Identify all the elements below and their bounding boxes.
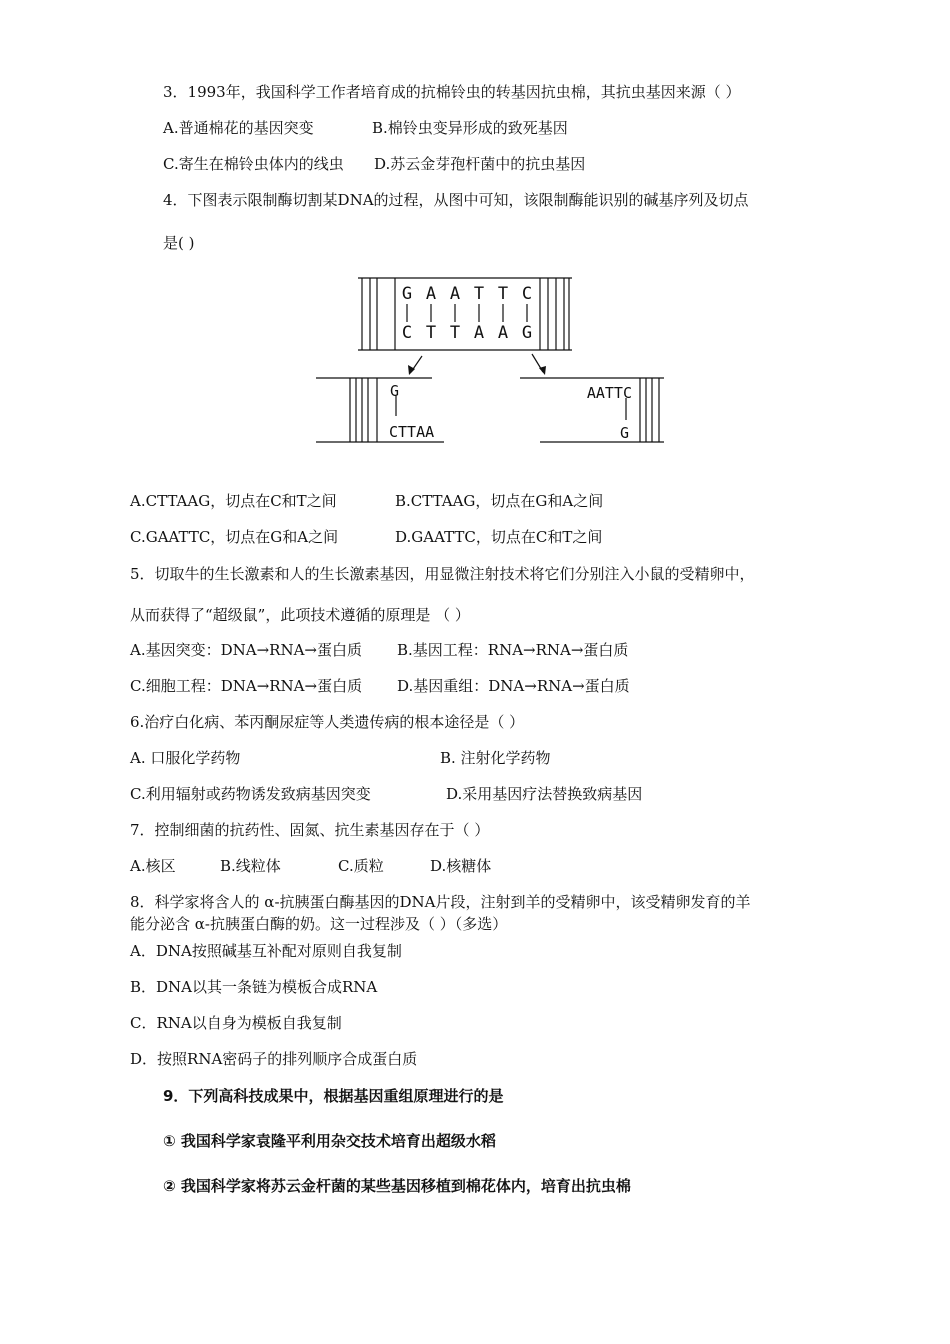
bottom-strand-base: A — [497, 323, 509, 343]
q5-option-a: A.基因突变：DNA→RNA→蛋白质 — [130, 641, 362, 659]
q7-stem: 7．控制细菌的抗药性、固氮、抗生素基因存在于（ ） — [130, 821, 490, 839]
bottom-strand-base: T — [425, 323, 437, 343]
q7-option-d: D.核糖体 — [430, 857, 492, 875]
q7-option-a: A.核区 — [130, 857, 176, 875]
bottom-strand-base: A — [473, 323, 485, 343]
q4-option-d: D.GAATTC，切点在C和T之间 — [395, 528, 603, 546]
bottom-strand-base: T — [449, 323, 461, 343]
q7-option-c: C.质粒 — [338, 857, 384, 875]
q5-option-d: D.基因重组：DNA→RNA→蛋白质 — [397, 677, 630, 695]
restriction-enzyme-diagram — [310, 272, 670, 452]
q9-item-2: ② 我国科学家将苏云金杆菌的某些基因移植到棉花体内，培育出抗虫棉 — [163, 1177, 631, 1195]
left-fragment-bottom: CTTAA — [389, 423, 435, 441]
q6-option-c: C.利用辐射或药物诱发致病基因突变 — [130, 785, 371, 803]
top-strand-base: A — [425, 284, 437, 304]
q4-option-a: A.CTTAAG，切点在C和T之间 — [130, 492, 337, 510]
q4-stem-line1: 4．下图表示限制酶切割某DNA的过程，从图中可知，该限制酶能识别的碱基序列及切点 — [163, 191, 749, 209]
q8-option-b: B．DNA以其一条链为模板合成RNA — [130, 978, 378, 996]
q3-option-d: D.苏云金芽孢杆菌中的抗虫基因 — [374, 155, 586, 173]
q3-option-a: A.普通棉花的基因突变 — [163, 119, 314, 137]
q8-option-d: D．按照RNA密码子的排列顺序合成蛋白质 — [130, 1050, 418, 1068]
q5-stem-line1: 5．切取牛的生长激素和人的生长激素基因，用显微注射技术将它们分别注入小鼠的受精卵中， — [130, 565, 755, 583]
top-strand-base: C — [521, 284, 533, 304]
q8-option-a: A．DNA按照碱基互补配对原则自我复制 — [130, 942, 402, 960]
q9-stem: 9．下列高科技成果中，根据基因重组原理进行的是 — [163, 1087, 504, 1105]
q8-stem-line2: 能分泌含 α-抗胰蛋白酶的奶。这一过程涉及（ ）（多选） — [130, 915, 508, 933]
q6-option-a: A. 口服化学药物 — [130, 749, 241, 767]
left-fragment-top: G — [390, 382, 400, 400]
top-strand-base: A — [449, 284, 461, 304]
q3-option-b: B.棉铃虫变异形成的致死基因 — [372, 119, 568, 137]
q6-option-b: B. 注射化学药物 — [440, 749, 551, 767]
q5-stem-line2: 从而获得了“超级鼠”，此项技术遵循的原理是 （ ） — [130, 606, 470, 624]
q8-option-c: C．RNA以自身为模板自我复制 — [130, 1014, 342, 1032]
q5-option-b: B.基因工程：RNA→RNA→蛋白质 — [397, 641, 629, 659]
q8-stem-line1: 8．科学家将含人的 α-抗胰蛋白酶基因的DNA片段，注射到羊的受精卵中，该受精卵发育的羊 — [130, 893, 751, 911]
top-strand-base: T — [497, 284, 509, 304]
q6-stem: 6.治疗白化病、苯丙酮尿症等人类遗传病的根本途径是（ ） — [130, 713, 525, 731]
right-fragment-bottom: G — [620, 424, 630, 442]
bottom-strand-base: C — [401, 323, 413, 343]
bottom-strand-base: G — [521, 323, 533, 343]
q4-stem-line2: 是( ) — [163, 234, 195, 252]
q3-option-c: C.寄生在棉铃虫体内的线虫 — [163, 155, 344, 173]
top-strand-base: G — [401, 284, 413, 304]
q7-option-b: B.线粒体 — [220, 857, 281, 875]
q4-option-c: C.GAATTC，切点在G和A之间 — [130, 528, 339, 546]
q3-stem: 3．1993年，我国科学工作者培育成的抗棉铃虫的转基因抗虫棉，其抗虫基因来源（ ） — [163, 83, 741, 101]
q6-option-d: D.采用基因疗法替换致病基因 — [446, 785, 643, 803]
q9-item-1: ① 我国科学家袁隆平利用杂交技术培育出超级水稻 — [163, 1132, 496, 1150]
top-strand-base: T — [473, 284, 485, 304]
q4-option-b: B.CTTAAG，切点在G和A之间 — [395, 492, 604, 510]
q5-option-c: C.细胞工程：DNA→RNA→蛋白质 — [130, 677, 363, 695]
right-fragment-top: AATTC — [586, 384, 632, 402]
